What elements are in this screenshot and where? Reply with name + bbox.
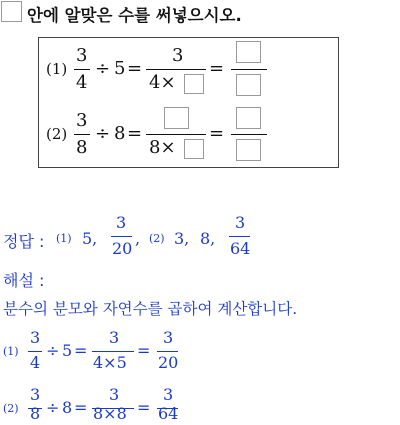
step-2-numerator: 3 [30, 385, 41, 404]
step-2-result-numerator: 3 [163, 385, 174, 404]
step-1-equals-2: = [137, 341, 151, 360]
p1-fraction-bar [74, 69, 90, 70]
step-2-equals-2: = [137, 398, 151, 417]
step-2-mid-numerator: 3 [109, 385, 120, 404]
p2-fraction-bar [74, 134, 90, 135]
step-2-denominator: 8 [30, 404, 41, 423]
p2-mid-denominator-prefix: 8× [149, 137, 176, 158]
step-1-equals-1: = [74, 341, 88, 360]
step-1-result-numerator: 3 [163, 328, 174, 347]
answer-2-value-2: 8, [200, 229, 216, 248]
p1-equals-1: = [127, 58, 143, 79]
step-2-equals-1: = [74, 398, 88, 417]
step-2-mid-denominator: 8×8 [93, 404, 127, 423]
p1-blank-result-numerator[interactable] [236, 41, 261, 63]
explanation-text: 분수의 분모와 자연수를 곱하여 계산합니다. [3, 300, 298, 318]
p1-equals-2: = [209, 58, 225, 79]
answer-2-frac-denominator: 64 [230, 239, 251, 258]
p1-blank-denominator-factor[interactable] [184, 74, 204, 94]
step-2-result-denominator: 64 [158, 404, 179, 423]
p1-divisor: 5 [114, 58, 126, 79]
step-1-divide-sign: ÷ [46, 341, 60, 360]
instruction-text: 안에 알맞은 수를 써넣으시오. [27, 6, 242, 25]
step-1-label: (1) [3, 345, 19, 358]
p1-mid-denominator-prefix: 4× [149, 72, 176, 93]
p2-blank-denominator-factor[interactable] [184, 139, 204, 159]
problem-2-label: (2) [46, 125, 68, 143]
answer-1-value: 5, [82, 229, 98, 248]
p2-numerator: 3 [76, 110, 88, 131]
p2-blank-mid-numerator[interactable] [164, 107, 189, 129]
answer-1-label: (1) [56, 232, 72, 245]
step-1-divisor: 5 [62, 341, 73, 360]
p2-denominator: 8 [76, 137, 88, 158]
p2-blank-result-numerator[interactable] [236, 107, 261, 129]
answer-blank-icon [1, 1, 22, 22]
answer-2-frac-numerator: 3 [235, 213, 246, 232]
explanation-label: 해설 : [3, 271, 45, 290]
p2-equals-2: = [209, 123, 225, 144]
step-1-numerator: 3 [30, 328, 41, 347]
answer-1-frac-denominator: 20 [112, 239, 133, 258]
answer-label: 정답 : [3, 232, 45, 251]
step-1-mid-denominator: 4×5 [93, 353, 127, 372]
answer-1-frac-numerator: 3 [116, 213, 127, 232]
step-1-fraction-bar [28, 351, 42, 352]
step-2-divisor: 8 [62, 398, 73, 417]
answer-2-label: (2) [149, 232, 165, 245]
answer-1-comma: , [135, 229, 141, 248]
p1-result-fraction-bar [231, 69, 267, 70]
p2-blank-result-denominator[interactable] [236, 139, 261, 161]
p1-mid-numerator: 3 [172, 45, 184, 66]
step-2-divide-sign: ÷ [46, 398, 60, 417]
step-1-mid-fraction-bar [92, 351, 134, 352]
p1-denominator: 4 [76, 72, 88, 93]
step-1-mid-numerator: 3 [109, 328, 120, 347]
p2-equals-1: = [127, 123, 143, 144]
p1-divide-sign: ÷ [95, 58, 111, 79]
step-2-label: (2) [3, 402, 19, 415]
answer-2-value-1: 3, [174, 229, 190, 248]
step-1-denominator: 4 [30, 353, 41, 372]
p1-numerator: 3 [76, 45, 88, 66]
answer-1-fraction-bar [111, 236, 132, 237]
p2-divisor: 8 [114, 123, 126, 144]
p1-mid-fraction-bar [146, 69, 206, 70]
problem-1-label: (1) [46, 60, 68, 78]
step-1-result-fraction-bar [157, 351, 178, 352]
answer-2-fraction-bar [229, 236, 250, 237]
step-1-result-denominator: 20 [158, 353, 179, 372]
p1-blank-result-denominator[interactable] [236, 74, 261, 96]
p2-mid-fraction-bar [146, 134, 206, 135]
p2-divide-sign: ÷ [95, 123, 111, 144]
p2-result-fraction-bar [231, 134, 267, 135]
